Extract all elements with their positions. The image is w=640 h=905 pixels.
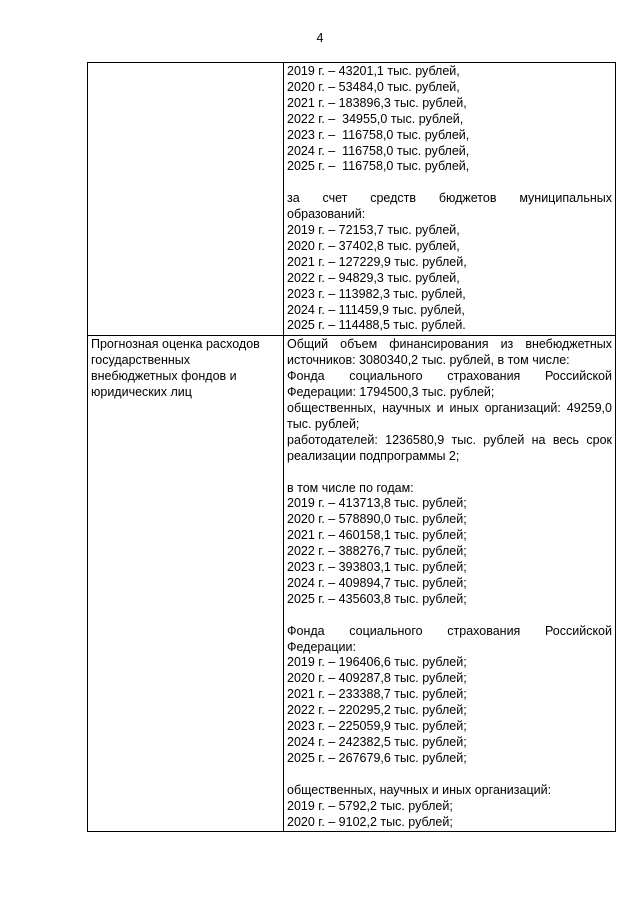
spacer xyxy=(287,465,612,481)
employers-total-text: работодателей: 1236580,9 тыс. рублей на весь срок реализации подпрограммы 2; xyxy=(287,432,612,463)
total-year-line: 2021 г. – 460158,1 тыс. рублей; xyxy=(287,528,467,543)
row-label-cell: Прогнозная оценка расходов государственных внебюджетных фондов и юридических лиц xyxy=(88,336,284,832)
total-year-line: 2020 г. – 578890,0 тыс. рублей; xyxy=(287,512,467,527)
municipal-year-line: 2019 г. – 72153,7 тыс. рублей, xyxy=(287,223,460,238)
total-year-line: 2025 г. – 435603,8 тыс. рублей; xyxy=(287,591,467,606)
regional-year-line: 2021 г. – 183896,3 тыс. рублей, xyxy=(287,95,467,110)
fss-total-text: Фонда социального страхования Российской Федерации: 1794500,3 тыс. рублей; xyxy=(287,369,612,400)
fss-year-line: 2019 г. – 196406,6 тыс. рублей; xyxy=(287,655,467,670)
total-year-line: 2022 г. – 388276,7 тыс. рублей; xyxy=(287,544,467,559)
fss-year-line: 2022 г. – 220295,2 тыс. рублей; xyxy=(287,703,467,718)
page-number: 4 xyxy=(316,31,324,45)
by-years-heading: в том числе по годам: xyxy=(287,480,414,495)
regional-year-line: 2023 г. – 116758,0 тыс. рублей, xyxy=(287,127,470,142)
municipal-year-line: 2023 г. – 113982,3 тыс. рублей, xyxy=(287,286,466,301)
municipal-heading: за счет средств бюджетов муниципальных образований: xyxy=(287,191,612,222)
organizations-year-line: 2020 г. – 9102,2 тыс. рублей; xyxy=(287,814,453,829)
municipal-year-line: 2021 г. – 127229,9 тыс. рублей, xyxy=(287,254,467,269)
fss-year-line: 2021 г. – 233388,7 тыс. рублей; xyxy=(287,687,467,702)
program-table xyxy=(87,62,616,832)
spacer xyxy=(287,175,612,191)
organizations-year-line: 2019 г. – 5792,2 тыс. рублей; xyxy=(287,798,453,813)
fss-year-line: 2020 г. – 409287,8 тыс. рублей; xyxy=(287,671,467,686)
row-content-cell xyxy=(284,336,616,832)
organizations-total-text: общественных, научных и иных организаций: 49259,0 тыс. рублей; xyxy=(287,401,612,431)
municipal-year-line: 2022 г. – 94829,3 тыс. рублей, xyxy=(287,270,460,285)
table-row xyxy=(88,63,616,336)
row-label-cell xyxy=(88,63,284,336)
regional-year-line: 2019 г. – 43201,1 тыс. рублей, xyxy=(287,64,460,78)
municipal-year-line: 2024 г. – 111459,9 тыс. рублей, xyxy=(287,302,465,317)
regional-year-line: 2020 г. – 53484,0 тыс. рублей, xyxy=(287,79,460,94)
regional-year-line: 2024 г. – 116758,0 тыс. рублей, xyxy=(287,143,470,158)
municipal-year-line: 2020 г. – 37402,8 тыс. рублей, xyxy=(287,238,460,253)
spacer xyxy=(287,608,612,624)
regional-year-line: 2022 г. – 34955,0 тыс. рублей, xyxy=(287,111,464,126)
total-year-line: 2024 г. – 409894,7 тыс. рублей; xyxy=(287,575,467,590)
fss-heading: Фонда социального страхования Российской Федерации: xyxy=(287,623,612,654)
total-year-line: 2023 г. – 393803,1 тыс. рублей; xyxy=(287,560,467,575)
spacer xyxy=(287,767,612,783)
row-content-cell xyxy=(284,63,616,336)
fss-year-line: 2025 г. – 267679,6 тыс. рублей; xyxy=(287,750,467,765)
total-year-line: 2019 г. – 413713,8 тыс. рублей; xyxy=(287,496,467,511)
organizations-heading: общественных, научных и иных организаций: xyxy=(287,782,552,797)
table-row xyxy=(88,336,616,832)
fss-year-line: 2024 г. – 242382,5 тыс. рублей; xyxy=(287,735,467,750)
fss-year-line: 2023 г. – 225059,9 тыс. рублей; xyxy=(287,719,467,734)
regional-year-line: 2025 г. – 116758,0 тыс. рублей, xyxy=(287,159,470,174)
total-funding-text: Общий объем финансирования из внебюджетных источников: 3080340,2 тыс. рублей, в том числе: xyxy=(287,337,612,368)
municipal-year-line: 2025 г. – 114488,5 тыс. рублей. xyxy=(287,318,466,333)
